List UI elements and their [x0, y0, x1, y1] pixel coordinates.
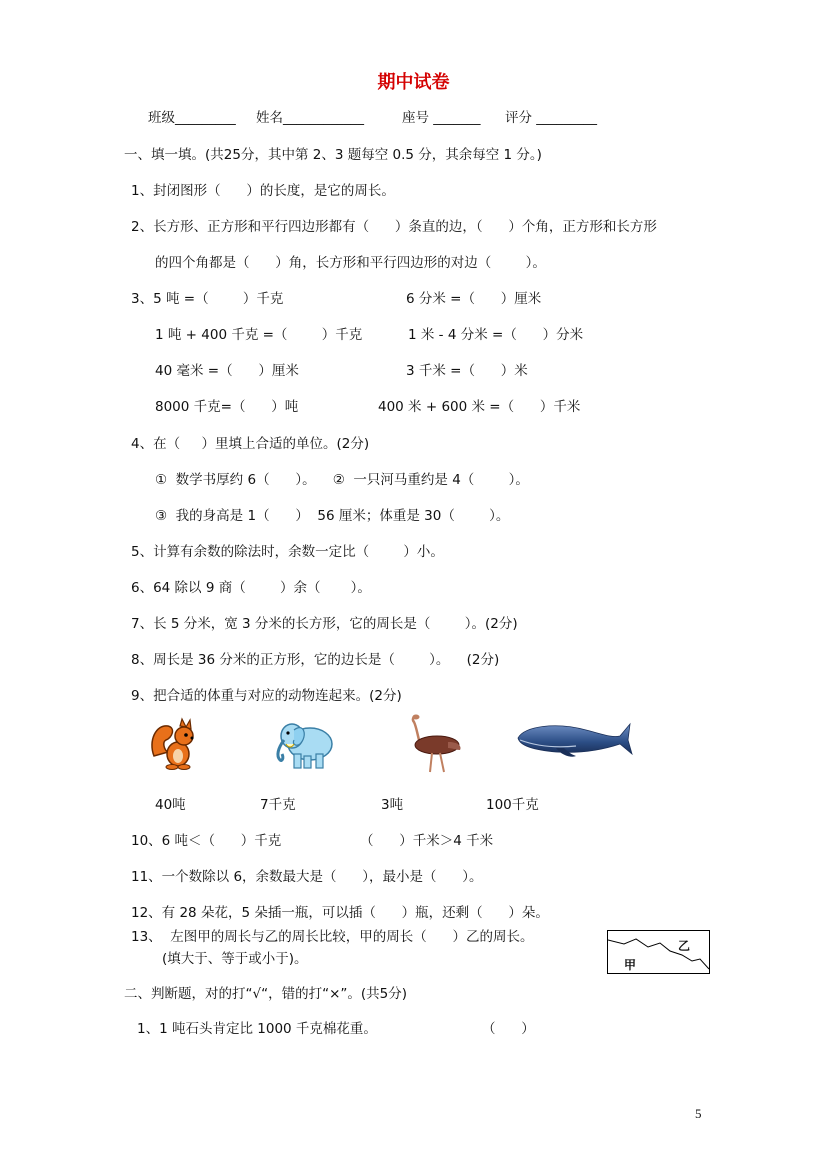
question-3-row2-left: 1 吨 + 400 千克 =（ ）千克: [155, 327, 363, 343]
question-9: 9、把合适的体重与对应的动物连起来。(2分): [131, 688, 402, 704]
weight-option-4: 100千克: [486, 797, 539, 813]
perimeter-figure: [607, 930, 710, 974]
question-4: 4、在（ ）里填上合适的单位。(2分): [131, 436, 370, 452]
weight-option-2: 7千克: [260, 797, 296, 813]
seat-field: 座号 _______: [402, 110, 481, 126]
question-13-line2: (填大于、等于或小于)。: [162, 951, 308, 967]
question-6: 6、64 除以 9 商（ ）余（ ）。: [131, 580, 371, 596]
question-3-row1-right: 6 分米 =（ ）厘米: [406, 291, 542, 307]
question-3-row2-right: 1 米 - 4 分米 =（ ）分米: [408, 327, 584, 343]
figure-label-yi: 乙: [678, 939, 691, 953]
question-10-right: （ ）千米＞4 千米: [360, 833, 494, 849]
judge-question-1-answer: （ ）: [482, 1021, 535, 1037]
question-8: 8、周长是 36 分米的正方形，它的边长是（ ）。 (2分): [131, 652, 500, 668]
section2-heading: 二、判断题，对的打“√“，错的打“×”。(共5分): [124, 986, 408, 1002]
page-title: 期中试卷: [377, 72, 450, 93]
question-3-row4-right: 400 米 + 600 米 =（ ）千米: [378, 399, 581, 415]
question-3-row1-left: 3、5 吨 =（ ）千克: [131, 291, 284, 307]
question-11: 11、一个数除以 6，余数最大是（ ），最小是（ ）。: [131, 869, 483, 885]
question-3-row4-left: 8000 千克=（ ）吨: [155, 399, 299, 415]
section1-heading: 一、填一填。(共25分，其中第 2、3 题每空 0.5 分，其余每空 1 分。): [124, 147, 542, 163]
score-field: 评分 _________: [505, 110, 598, 126]
whale-picture: [516, 716, 634, 762]
elephant-picture: [270, 714, 336, 774]
weight-option-3: 3吨: [381, 797, 404, 813]
question-1: 1、封闭图形（ ）的长度，是它的周长。: [131, 183, 395, 199]
squirrel-picture: [146, 716, 202, 772]
question-12: 12、有 28 朵花，5 朵插一瓶，可以插（ ）瓶，还剩（ ）朵。: [131, 905, 549, 921]
question-13-line1: 13、 左图甲的周长与乙的周长比较，甲的周长（ ）乙的周长。: [131, 929, 534, 945]
question-2-line1: 2、长方形、正方形和平行四边形都有（ ）条直的边，（ ）个角，正方形和长方形: [131, 219, 657, 235]
question-2-line2: 的四个角都是（ ）角，长方形和平行四边形的对边（ ）。: [155, 255, 546, 271]
ostrich-picture: [404, 712, 466, 774]
weight-option-1: 40吨: [155, 797, 186, 813]
class-field: 班级_________: [148, 110, 236, 126]
page-number: 5: [695, 1106, 702, 1121]
question-3-row3-right: 3 千米 =（ ）米: [406, 363, 528, 379]
question-10-left: 10、6 吨＜（ ）千克: [131, 833, 282, 849]
figure-label-jia: 甲: [624, 958, 637, 972]
judge-question-1: 1、1 吨石头肯定比 1000 千克棉花重。: [137, 1021, 377, 1037]
name-field: 姓名____________: [256, 110, 364, 126]
question-5: 5、计算有余数的除法时，余数一定比（ ）小。: [131, 544, 444, 560]
question-4-b: ③ 我的身高是 1（ ） 56 厘米；体重是 30（ ）。: [155, 508, 510, 524]
question-7: 7、长 5 分米，宽 3 分米的长方形，它的周长是（ ）。(2分): [131, 616, 518, 632]
question-4-a: ① 数学书厚约 6（ ）。 ② 一只河马重约是 4（ ）。: [155, 472, 529, 488]
question-3-row3-left: 40 毫米 =（ ）厘米: [155, 363, 299, 379]
